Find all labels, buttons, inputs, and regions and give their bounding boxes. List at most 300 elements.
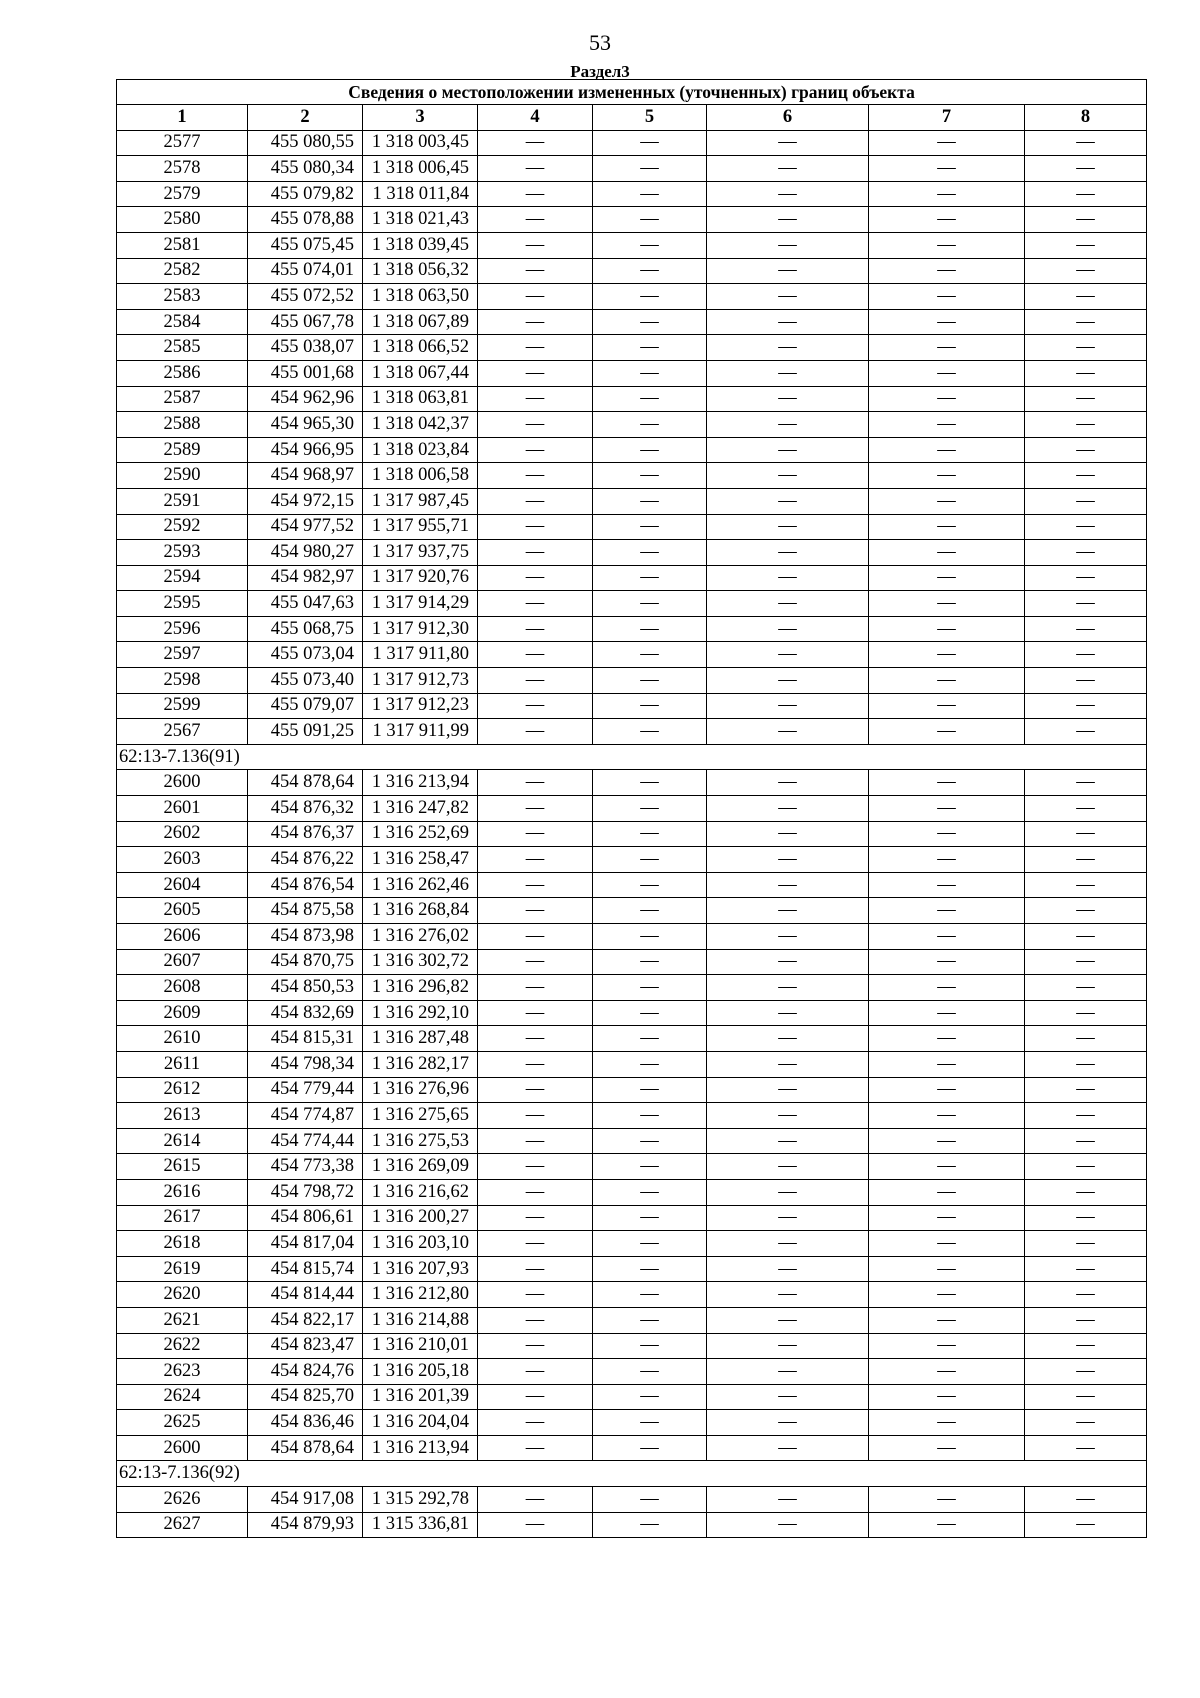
- coordinate-y: 1 316 258,47: [363, 847, 478, 873]
- empty-value-cell: —: [1025, 872, 1147, 898]
- coordinate-x: 455 080,34: [248, 156, 363, 182]
- empty-value-cell: —: [869, 1384, 1025, 1410]
- empty-value-cell: —: [707, 1333, 869, 1359]
- point-number: 2617: [117, 1205, 248, 1231]
- table-row: [117, 898, 1147, 924]
- empty-value-cell: —: [707, 1000, 869, 1026]
- empty-value-cell: —: [1025, 1051, 1147, 1077]
- empty-value-cell: —: [593, 924, 707, 950]
- group-label: 62:13-7.136(92): [117, 1461, 1147, 1487]
- empty-value-cell: —: [1025, 130, 1147, 156]
- point-number: 2605: [117, 898, 248, 924]
- empty-value-cell: —: [478, 181, 593, 207]
- coordinate-x: 455 073,40: [248, 668, 363, 694]
- empty-value-cell: —: [478, 591, 593, 617]
- point-number: 2577: [117, 130, 248, 156]
- empty-value-cell: —: [707, 463, 869, 489]
- empty-value-cell: —: [869, 898, 1025, 924]
- coordinate-y: 1 316 200,27: [363, 1205, 478, 1231]
- empty-value-cell: —: [869, 847, 1025, 873]
- empty-value-cell: —: [478, 1384, 593, 1410]
- table-row: [117, 360, 1147, 386]
- empty-value-cell: —: [1025, 1359, 1147, 1385]
- empty-value-cell: —: [593, 540, 707, 566]
- empty-value-cell: —: [593, 693, 707, 719]
- empty-value-cell: —: [869, 924, 1025, 950]
- point-number: 2608: [117, 975, 248, 1001]
- point-number: 2603: [117, 847, 248, 873]
- empty-value-cell: —: [869, 1205, 1025, 1231]
- coordinate-y: 1 317 912,73: [363, 668, 478, 694]
- page-number: 53: [589, 30, 611, 55]
- coordinate-y: 1 318 067,44: [363, 360, 478, 386]
- coordinate-x: 454 806,61: [248, 1205, 363, 1231]
- empty-value-cell: —: [593, 284, 707, 310]
- empty-value-cell: —: [478, 1000, 593, 1026]
- empty-value-cell: —: [707, 770, 869, 796]
- coordinate-y: 1 315 292,78: [363, 1487, 478, 1513]
- empty-value-cell: —: [1025, 898, 1147, 924]
- point-number: 2619: [117, 1256, 248, 1282]
- empty-value-cell: —: [869, 207, 1025, 233]
- empty-value-cell: —: [707, 1051, 869, 1077]
- empty-value-cell: —: [869, 1051, 1025, 1077]
- table-row: [117, 181, 1147, 207]
- table-row: [117, 1487, 1147, 1513]
- empty-value-cell: —: [707, 1359, 869, 1385]
- empty-value-cell: —: [593, 1512, 707, 1538]
- empty-value-cell: —: [707, 719, 869, 745]
- empty-value-cell: —: [869, 872, 1025, 898]
- coordinate-y: 1 316 213,94: [363, 1435, 478, 1461]
- empty-value-cell: —: [593, 770, 707, 796]
- coordinate-y: 1 318 006,58: [363, 463, 478, 489]
- point-number: 2609: [117, 1000, 248, 1026]
- empty-value-cell: —: [1025, 616, 1147, 642]
- empty-value-cell: —: [707, 1307, 869, 1333]
- table-row: [117, 540, 1147, 566]
- coordinate-x: 454 774,87: [248, 1103, 363, 1129]
- empty-value-cell: —: [869, 1231, 1025, 1257]
- point-number: 2614: [117, 1128, 248, 1154]
- empty-value-cell: —: [593, 616, 707, 642]
- point-number: 2621: [117, 1307, 248, 1333]
- coordinate-y: 1 318 021,43: [363, 207, 478, 233]
- empty-value-cell: —: [707, 412, 869, 438]
- empty-value-cell: —: [478, 1026, 593, 1052]
- empty-value-cell: —: [593, 463, 707, 489]
- empty-value-cell: —: [478, 975, 593, 1001]
- empty-value-cell: —: [707, 514, 869, 540]
- coordinate-y: 1 316 269,09: [363, 1154, 478, 1180]
- empty-value-cell: —: [593, 232, 707, 258]
- point-number: 2612: [117, 1077, 248, 1103]
- empty-value-cell: —: [869, 642, 1025, 668]
- coordinate-x: 454 798,34: [248, 1051, 363, 1077]
- empty-value-cell: —: [1025, 181, 1147, 207]
- table-row: [117, 309, 1147, 335]
- empty-value-cell: —: [1025, 1512, 1147, 1538]
- empty-value-cell: —: [478, 130, 593, 156]
- column-header: 7: [869, 105, 1025, 131]
- empty-value-cell: —: [1025, 591, 1147, 617]
- empty-value-cell: —: [1025, 693, 1147, 719]
- table-row: [117, 1333, 1147, 1359]
- empty-value-cell: —: [1025, 565, 1147, 591]
- empty-value-cell: —: [707, 309, 869, 335]
- empty-value-cell: —: [707, 1487, 869, 1513]
- empty-value-cell: —: [869, 1282, 1025, 1308]
- point-number: 2567: [117, 719, 248, 745]
- empty-value-cell: —: [478, 949, 593, 975]
- empty-value-cell: —: [1025, 1103, 1147, 1129]
- point-number: 2622: [117, 1333, 248, 1359]
- empty-value-cell: —: [478, 232, 593, 258]
- coordinate-x: 454 850,53: [248, 975, 363, 1001]
- point-number: 2600: [117, 1435, 248, 1461]
- empty-value-cell: —: [478, 1333, 593, 1359]
- coordinate-x: 454 878,64: [248, 1435, 363, 1461]
- empty-value-cell: —: [593, 1359, 707, 1385]
- coordinate-x: 455 079,07: [248, 693, 363, 719]
- point-number: 2613: [117, 1103, 248, 1129]
- empty-value-cell: —: [478, 1154, 593, 1180]
- point-number: 2591: [117, 488, 248, 514]
- point-number: 2587: [117, 386, 248, 412]
- group-row: [117, 744, 1147, 770]
- point-number: 2596: [117, 616, 248, 642]
- empty-value-cell: —: [869, 130, 1025, 156]
- empty-value-cell: —: [707, 1231, 869, 1257]
- point-number: 2585: [117, 335, 248, 361]
- empty-value-cell: —: [478, 463, 593, 489]
- empty-value-cell: —: [478, 360, 593, 386]
- point-number: 2595: [117, 591, 248, 617]
- point-number: 2597: [117, 642, 248, 668]
- coordinate-y: 1 316 201,39: [363, 1384, 478, 1410]
- table-row: [117, 642, 1147, 668]
- table-row: [117, 591, 1147, 617]
- empty-value-cell: —: [869, 156, 1025, 182]
- empty-value-cell: —: [593, 847, 707, 873]
- table-row: [117, 514, 1147, 540]
- point-number: 2627: [117, 1512, 248, 1538]
- empty-value-cell: —: [478, 1512, 593, 1538]
- empty-value-cell: —: [593, 412, 707, 438]
- coordinate-x: 455 067,78: [248, 309, 363, 335]
- table-row: [117, 693, 1147, 719]
- column-header: 4: [478, 105, 593, 131]
- empty-value-cell: —: [707, 924, 869, 950]
- table-row: [117, 412, 1147, 438]
- table-row: [117, 1000, 1147, 1026]
- coordinate-x: 455 075,45: [248, 232, 363, 258]
- table-row: [117, 924, 1147, 950]
- empty-value-cell: —: [593, 1256, 707, 1282]
- empty-value-cell: —: [707, 898, 869, 924]
- coordinate-x: 455 047,63: [248, 591, 363, 617]
- coordinate-y: 1 318 006,45: [363, 156, 478, 182]
- empty-value-cell: —: [593, 1435, 707, 1461]
- empty-value-cell: —: [593, 488, 707, 514]
- empty-value-cell: —: [478, 284, 593, 310]
- coordinate-x: 455 072,52: [248, 284, 363, 310]
- coordinate-x: 454 965,30: [248, 412, 363, 438]
- empty-value-cell: —: [707, 1154, 869, 1180]
- coordinate-x: 454 836,46: [248, 1410, 363, 1436]
- empty-value-cell: —: [869, 258, 1025, 284]
- empty-value-cell: —: [478, 565, 593, 591]
- empty-value-cell: —: [1025, 1487, 1147, 1513]
- point-number: 2607: [117, 949, 248, 975]
- coordinate-y: 1 318 003,45: [363, 130, 478, 156]
- coordinate-y: 1 317 912,23: [363, 693, 478, 719]
- coordinate-x: 455 080,55: [248, 130, 363, 156]
- empty-value-cell: —: [707, 642, 869, 668]
- coordinate-x: 454 876,54: [248, 872, 363, 898]
- empty-value-cell: —: [707, 1512, 869, 1538]
- column-header: 5: [593, 105, 707, 131]
- coordinate-y: 1 317 955,71: [363, 514, 478, 540]
- column-header: 6: [707, 105, 869, 131]
- coordinate-y: 1 316 276,02: [363, 924, 478, 950]
- empty-value-cell: —: [869, 488, 1025, 514]
- empty-value-cell: —: [869, 1512, 1025, 1538]
- empty-value-cell: —: [593, 1307, 707, 1333]
- empty-value-cell: —: [707, 1128, 869, 1154]
- empty-value-cell: —: [593, 437, 707, 463]
- point-number: 2589: [117, 437, 248, 463]
- coordinate-y: 1 317 937,75: [363, 540, 478, 566]
- table-row: [117, 872, 1147, 898]
- empty-value-cell: —: [593, 565, 707, 591]
- coordinate-y: 1 318 063,81: [363, 386, 478, 412]
- coordinate-x: 454 870,75: [248, 949, 363, 975]
- empty-value-cell: —: [1025, 1333, 1147, 1359]
- empty-value-cell: —: [869, 1154, 1025, 1180]
- empty-value-cell: —: [478, 668, 593, 694]
- empty-value-cell: —: [478, 335, 593, 361]
- point-number: 2615: [117, 1154, 248, 1180]
- empty-value-cell: —: [869, 821, 1025, 847]
- coordinate-y: 1 318 056,32: [363, 258, 478, 284]
- point-number: 2625: [117, 1410, 248, 1436]
- empty-value-cell: —: [593, 1154, 707, 1180]
- table-row: [117, 1512, 1147, 1538]
- empty-value-cell: —: [593, 1410, 707, 1436]
- empty-value-cell: —: [869, 1410, 1025, 1436]
- empty-value-cell: —: [707, 156, 869, 182]
- empty-value-cell: —: [869, 1256, 1025, 1282]
- empty-value-cell: —: [1025, 1179, 1147, 1205]
- empty-value-cell: —: [1025, 668, 1147, 694]
- coordinate-x: 454 879,93: [248, 1512, 363, 1538]
- table-row: [117, 949, 1147, 975]
- empty-value-cell: —: [707, 181, 869, 207]
- empty-value-cell: —: [1025, 949, 1147, 975]
- empty-value-cell: —: [707, 796, 869, 822]
- empty-value-cell: —: [593, 591, 707, 617]
- empty-value-cell: —: [593, 1282, 707, 1308]
- table-row: [117, 130, 1147, 156]
- empty-value-cell: —: [593, 1077, 707, 1103]
- empty-value-cell: —: [1025, 1205, 1147, 1231]
- empty-value-cell: —: [1025, 719, 1147, 745]
- coordinate-x: 454 825,70: [248, 1384, 363, 1410]
- empty-value-cell: —: [707, 975, 869, 1001]
- empty-value-cell: —: [869, 949, 1025, 975]
- empty-value-cell: —: [869, 1179, 1025, 1205]
- table-row: [117, 616, 1147, 642]
- empty-value-cell: —: [707, 847, 869, 873]
- coordinate-x: 454 815,74: [248, 1256, 363, 1282]
- coordinate-y: 1 317 912,30: [363, 616, 478, 642]
- empty-value-cell: —: [478, 386, 593, 412]
- empty-value-cell: —: [869, 284, 1025, 310]
- coordinate-y: 1 318 023,84: [363, 437, 478, 463]
- empty-value-cell: —: [869, 181, 1025, 207]
- coordinate-y: 1 316 275,65: [363, 1103, 478, 1129]
- table-row: [117, 1179, 1147, 1205]
- empty-value-cell: —: [593, 872, 707, 898]
- empty-value-cell: —: [869, 1103, 1025, 1129]
- empty-value-cell: —: [478, 1307, 593, 1333]
- boundary-coordinates-table: [116, 79, 1147, 1538]
- empty-value-cell: —: [707, 437, 869, 463]
- coordinate-y: 1 315 336,81: [363, 1512, 478, 1538]
- point-number: 2601: [117, 796, 248, 822]
- coordinate-y: 1 317 911,99: [363, 719, 478, 745]
- point-number: 2598: [117, 668, 248, 694]
- empty-value-cell: —: [869, 770, 1025, 796]
- empty-value-cell: —: [869, 1307, 1025, 1333]
- empty-value-cell: —: [707, 1026, 869, 1052]
- coordinate-x: 454 917,08: [248, 1487, 363, 1513]
- empty-value-cell: —: [593, 514, 707, 540]
- empty-value-cell: —: [707, 335, 869, 361]
- column-header: 3: [363, 105, 478, 131]
- empty-value-cell: —: [707, 540, 869, 566]
- empty-value-cell: —: [707, 1282, 869, 1308]
- empty-value-cell: —: [1025, 335, 1147, 361]
- point-number: 2624: [117, 1384, 248, 1410]
- empty-value-cell: —: [478, 1487, 593, 1513]
- empty-value-cell: —: [1025, 258, 1147, 284]
- coordinate-y: 1 316 282,17: [363, 1051, 478, 1077]
- empty-value-cell: —: [1025, 1410, 1147, 1436]
- empty-value-cell: —: [593, 1000, 707, 1026]
- point-number: 2579: [117, 181, 248, 207]
- coordinate-y: 1 318 063,50: [363, 284, 478, 310]
- table-row: [117, 1077, 1147, 1103]
- empty-value-cell: —: [707, 821, 869, 847]
- empty-value-cell: —: [593, 796, 707, 822]
- empty-value-cell: —: [869, 412, 1025, 438]
- table-row: [117, 1026, 1147, 1052]
- empty-value-cell: —: [478, 514, 593, 540]
- coordinate-y: 1 316 296,82: [363, 975, 478, 1001]
- empty-value-cell: —: [869, 591, 1025, 617]
- point-number: 2600: [117, 770, 248, 796]
- empty-value-cell: —: [707, 1077, 869, 1103]
- empty-value-cell: —: [707, 488, 869, 514]
- empty-value-cell: —: [478, 488, 593, 514]
- empty-value-cell: —: [478, 924, 593, 950]
- empty-value-cell: —: [707, 360, 869, 386]
- table-row: [117, 386, 1147, 412]
- coordinate-x: 454 832,69: [248, 1000, 363, 1026]
- empty-value-cell: —: [707, 386, 869, 412]
- empty-value-cell: —: [593, 1051, 707, 1077]
- empty-value-cell: —: [478, 156, 593, 182]
- empty-value-cell: —: [1025, 360, 1147, 386]
- empty-value-cell: —: [478, 1205, 593, 1231]
- table-row: [117, 1435, 1147, 1461]
- empty-value-cell: —: [707, 284, 869, 310]
- empty-value-cell: —: [478, 1435, 593, 1461]
- coordinate-y: 1 316 287,48: [363, 1026, 478, 1052]
- point-number: 2586: [117, 360, 248, 386]
- empty-value-cell: —: [869, 1487, 1025, 1513]
- empty-value-cell: —: [1025, 796, 1147, 822]
- empty-value-cell: —: [1025, 463, 1147, 489]
- empty-value-cell: —: [869, 437, 1025, 463]
- table-row: [117, 1384, 1147, 1410]
- empty-value-cell: —: [869, 796, 1025, 822]
- empty-value-cell: —: [593, 1026, 707, 1052]
- empty-value-cell: —: [593, 1128, 707, 1154]
- coordinate-x: 455 078,88: [248, 207, 363, 233]
- point-number: 2618: [117, 1231, 248, 1257]
- empty-value-cell: —: [1025, 1256, 1147, 1282]
- empty-value-cell: —: [869, 616, 1025, 642]
- empty-value-cell: —: [478, 693, 593, 719]
- empty-value-cell: —: [869, 668, 1025, 694]
- coordinate-x: 454 798,72: [248, 1179, 363, 1205]
- empty-value-cell: —: [869, 1026, 1025, 1052]
- table-row: [117, 821, 1147, 847]
- coordinate-y: 1 316 212,80: [363, 1282, 478, 1308]
- empty-value-cell: —: [869, 975, 1025, 1001]
- coordinate-x: 454 977,52: [248, 514, 363, 540]
- empty-value-cell: —: [869, 463, 1025, 489]
- empty-value-cell: —: [707, 1256, 869, 1282]
- coordinate-y: 1 316 204,04: [363, 1410, 478, 1436]
- coordinate-x: 454 774,44: [248, 1128, 363, 1154]
- empty-value-cell: —: [478, 1051, 593, 1077]
- point-number: 2590: [117, 463, 248, 489]
- empty-value-cell: —: [478, 1077, 593, 1103]
- point-number: 2602: [117, 821, 248, 847]
- coordinate-x: 455 074,01: [248, 258, 363, 284]
- empty-value-cell: —: [593, 258, 707, 284]
- coordinate-x: 454 876,32: [248, 796, 363, 822]
- table-row: [117, 463, 1147, 489]
- table-row: [117, 232, 1147, 258]
- empty-value-cell: —: [869, 232, 1025, 258]
- point-number: 2623: [117, 1359, 248, 1385]
- empty-value-cell: —: [1025, 514, 1147, 540]
- point-number: 2578: [117, 156, 248, 182]
- empty-value-cell: —: [1025, 1384, 1147, 1410]
- empty-value-cell: —: [1025, 924, 1147, 950]
- coordinate-x: 454 980,27: [248, 540, 363, 566]
- coordinate-x: 454 814,44: [248, 1282, 363, 1308]
- empty-value-cell: —: [1025, 847, 1147, 873]
- section-title: Раздел3: [570, 62, 630, 81]
- empty-value-cell: —: [1025, 540, 1147, 566]
- coordinate-y: 1 316 210,01: [363, 1333, 478, 1359]
